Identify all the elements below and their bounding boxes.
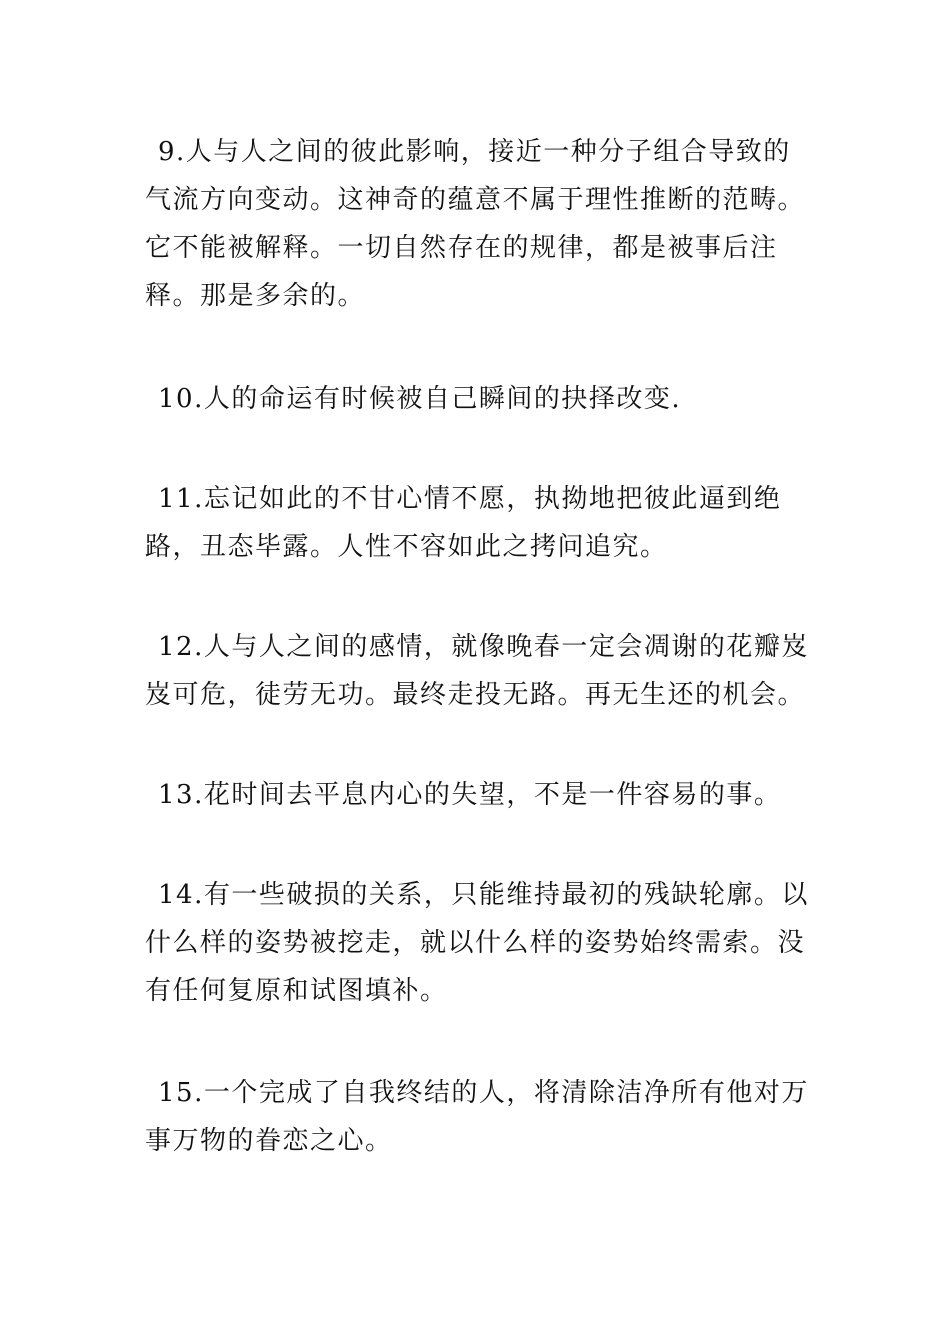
paragraph-15: 15.一个完成了自我终结的人，将清除洁净所有他对万事万物的眷恋之心。 bbox=[145, 1078, 809, 1156]
paragraph-10: 10.人的命运有时候被自己瞬间的抉择改变. bbox=[158, 384, 682, 414]
paragraph-12: 12.人与人之间的感情，就像晚春一定会凋谢的花瓣岌岌可危，徒劳无功。最终走投无路。再无生还的机会。 bbox=[145, 632, 809, 710]
paragraph-11: 11.忘记如此的不甘心情不愿，执拗地把彼此逼到绝路，丑态毕露。人性不容如此之拷问追究。 bbox=[145, 484, 782, 562]
paragraph-13: 13.花时间去平息内心的失望，不是一件容易的事。 bbox=[158, 780, 782, 810]
paragraph-14: 14.有一些破损的关系，只能维持最初的残缺轮廓。以什么样的姿势被挖走，就以什么样的姿势始终需索。没有任何复原和试图填补。 bbox=[145, 880, 809, 1006]
paragraph-9: 9.人与人之间的彼此影响，接近一种分子组合导致的气流方向变动。这神奇的蕴意不属于理性推断的范畴。它不能被解释。一切自然存在的规律，都是被事后注释。那是多余的。 bbox=[145, 137, 806, 311]
